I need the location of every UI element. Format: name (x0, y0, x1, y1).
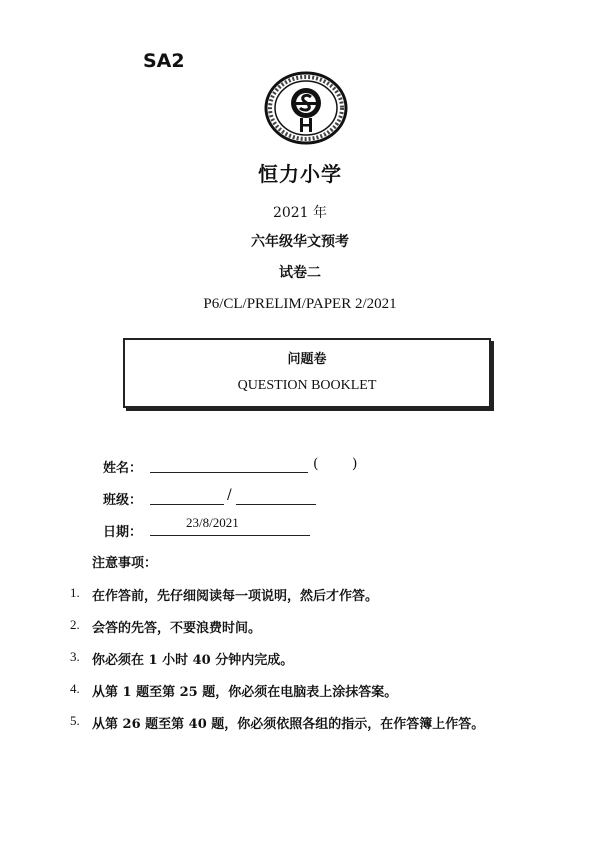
paper-code: P6/CL/PRELIM/PAPER 2/2021 (203, 296, 397, 312)
instruction-number: 3. (70, 649, 80, 664)
class-index-field[interactable] (236, 504, 316, 505)
instruction-text: 会答的先答，不要浪费时间。 (92, 621, 262, 636)
name-index-paren-open: ( (313, 456, 319, 472)
school-logo (262, 70, 350, 146)
instruction-number: 5. (70, 713, 80, 728)
date-label: 日期： (103, 525, 143, 540)
name-index-paren-close: ) (352, 456, 358, 472)
booklet-title-cn: 问题卷 (287, 352, 327, 367)
exam-title: 六年级华文预考 (251, 234, 349, 250)
instruction-number: 2. (70, 617, 80, 632)
instruction-text: 从第 26 题至第 40 题，你必须依照各组的指示，在作答簿上作答。 (92, 717, 485, 732)
exam-year: 2021 年 (272, 205, 328, 221)
booklet-title-en: QUESTION BOOKLET (237, 378, 377, 393)
instruction-number: 1. (70, 585, 80, 600)
instruction-text: 从第 1 题至第 25 题，你必须在电脑表上涂抹答案。 (92, 685, 398, 700)
date-value: 23/8/2021 (186, 515, 239, 530)
booklet-title-box (123, 338, 491, 408)
instruction-text: 你必须在 1 小时 40 分钟内完成。 (92, 653, 294, 668)
document-tag: SA2 (143, 50, 185, 72)
instruction-number: 4. (70, 681, 80, 696)
instruction-text: 在作答前，先仔细阅读每一项说明，然后才作答。 (92, 589, 379, 604)
class-label: 班级： (103, 493, 143, 508)
class-field[interactable] (150, 504, 224, 505)
paper-title-cn: 试卷二 (279, 265, 321, 281)
instructions-title: 注意事项： (92, 556, 158, 571)
name-label: 姓名： (103, 461, 143, 476)
class-separator: / (227, 487, 232, 503)
date-field (150, 535, 310, 536)
school-name: 恒力小学 (258, 162, 342, 186)
name-field[interactable] (150, 472, 308, 473)
